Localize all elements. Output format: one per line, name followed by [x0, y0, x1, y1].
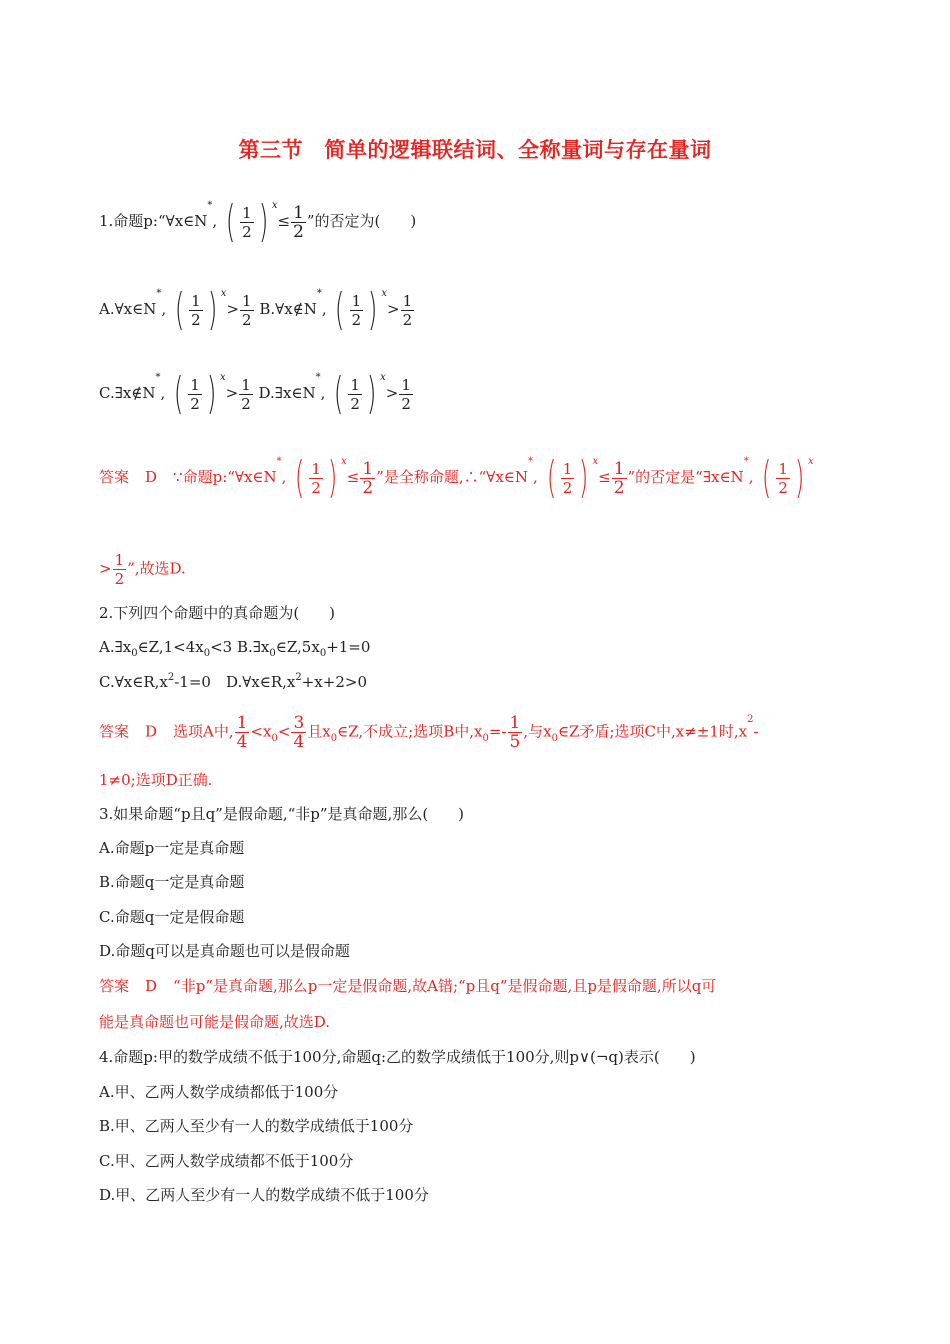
- page-title: 第三节 简单的逻辑联结词、全称量词与存在量词: [238, 138, 712, 162]
- q4-option-a: A.甲、乙两人数学成绩都低于100分: [99, 1083, 339, 1101]
- q2-answer-line2: 1≠0;选项D正确.: [99, 771, 213, 789]
- q3-stem: 3.如果命题“p且q”是假命题,“非p”是真命题,那么( ): [99, 805, 465, 823]
- q1-stem-text-c: ”的否定为( ): [306, 212, 417, 230]
- q2-stem: 2.下列四个命题中的真命题为( ): [99, 604, 336, 622]
- q3-option-d: D.命题q可以是真命题也可以是假命题: [99, 942, 350, 960]
- q2-options-cd: $C.\forall x\in R,x^2-1=0$ $D.\forall x\in R,x^2+x+2>0$: [99, 672, 367, 691]
- q1-stem-le: ≤: [277, 212, 291, 230]
- q4-option-b: B.甲、乙两人至少有一人的数学成绩低于100分: [99, 1117, 414, 1135]
- q4-option-d: D.甲、乙两人至少有一人的数学成绩不低于100分: [99, 1186, 429, 1204]
- q1-options-cd: C.∃x∉N*, ( $\frac{1}{2}$ ) $^x$> $\frac{1}{2}$ D.∃x∈N*, ( $\frac{1}{2}$ ) $^x$> $\frac{1}{2}$: [99, 368, 411, 419]
- q1-opt-d-power: ( $\frac{1}{2}$ ): [334, 368, 377, 419]
- q1-opt-d-text: D.∃x∈N: [258, 384, 316, 402]
- q1-opt-b-power: ( $\frac{1}{2}$ ): [335, 284, 378, 335]
- q4-option-c: C.甲、乙两人数学成绩都不低于100分: [99, 1152, 354, 1170]
- q1-opt-b-text: B.∀x∉N: [259, 300, 317, 318]
- q1-stem-comma: ,: [212, 212, 218, 230]
- q1-stem-text-a: 1.命题p:“∀x∈N: [99, 212, 208, 230]
- q1-opt-a-power: ( $\frac{1}{2}$ ): [174, 284, 217, 335]
- q1-opt-d-half: $\frac{1}{2}$: [401, 375, 411, 413]
- q1-stem-power: ( $\frac{1}{2}$ ): [225, 196, 268, 247]
- q3-option-b: B.命题q一定是真命题: [99, 873, 245, 891]
- q1-answer-letter: D: [145, 468, 158, 486]
- q3-option-a: A.命题p一定是真命题: [99, 839, 245, 857]
- q3-option-c: C.命题q一定是假命题: [99, 908, 245, 926]
- q1-opt-a-half: $\frac{1}{2}$: [242, 291, 252, 329]
- q4-stem: 4.命题p:甲的数学成绩不低于100分,命题q:乙的数学成绩低于100分,则p∨(¬q)表示( ): [99, 1048, 696, 1066]
- q1-answer-label: 答案: [99, 468, 130, 486]
- q3-answer-label: 答案: [99, 977, 130, 995]
- q1-stem-half: $\frac{1}{2}$: [293, 202, 304, 242]
- q1-stem: [99, 196, 417, 247]
- q2-answer-line1: 答案 D 选项A中, $\frac{1}{4}$ $<x_0<$ $\frac{3}{4}$ 且$x_0\in Z$,不成立;选项B中$,x_0=-$ $\frac{1}{5}$ ,与$x_0\in Z$矛盾;选项C中,x≠±1时$,x^2-$: [99, 713, 759, 752]
- q2-options-ab: $A.\exists x_0\in Z,1<4x_0<3$ $B.\exists x_0\in Z,5x_0+1=0$: [99, 638, 371, 659]
- q1-opt-c-half: $\frac{1}{2}$: [241, 375, 251, 413]
- q1-answer-line1: 答案 D ∵命题p:“∀x∈N*, ( $\frac{1}{2}$ ) $^x$≤ $\frac{1}{2}$ ”是全称命题,∴“∀x∈N*, ( $\frac{1}{2}$ ) $^x$≤ $\frac{1}{2}$ ”的否定是“∃x∈N*, ( $\frac{1}{2}$ ) $^x$: [99, 452, 814, 503]
- q3-answer-line2: 能是真命题也可能是假命题,故选D.: [99, 1013, 331, 1031]
- q1-opt-c-text: C.∃x∉N: [99, 384, 156, 402]
- q1-stem-exp: x: [271, 200, 278, 211]
- q3-answer-line1: 答案 D “非p”是真命题,那么p一定是假命题,故A错;“p且q”是假命题,且p是假命题,所以q可: [99, 977, 717, 995]
- q1-opt-a-text: A.∀x∈N: [99, 300, 157, 318]
- q1-opt-c-power: ( $\frac{1}{2}$ ): [173, 368, 217, 419]
- q1-stem-star: *: [207, 200, 213, 211]
- q1-options-ab: A.∀x∈N*, ( $\frac{1}{2}$ ) $^x$> $\frac{1}{2}$ B.∀x∉N*, ( $\frac{1}{2}$ ) $^x$> $\frac{1}{2}$: [99, 284, 413, 335]
- q1-opt-b-half: $\frac{1}{2}$: [402, 291, 413, 329]
- q1-answer-line2: > $\frac{1}{2}$ ”,故选D.: [99, 551, 186, 588]
- q2-answer-label: 答案: [99, 722, 130, 741]
